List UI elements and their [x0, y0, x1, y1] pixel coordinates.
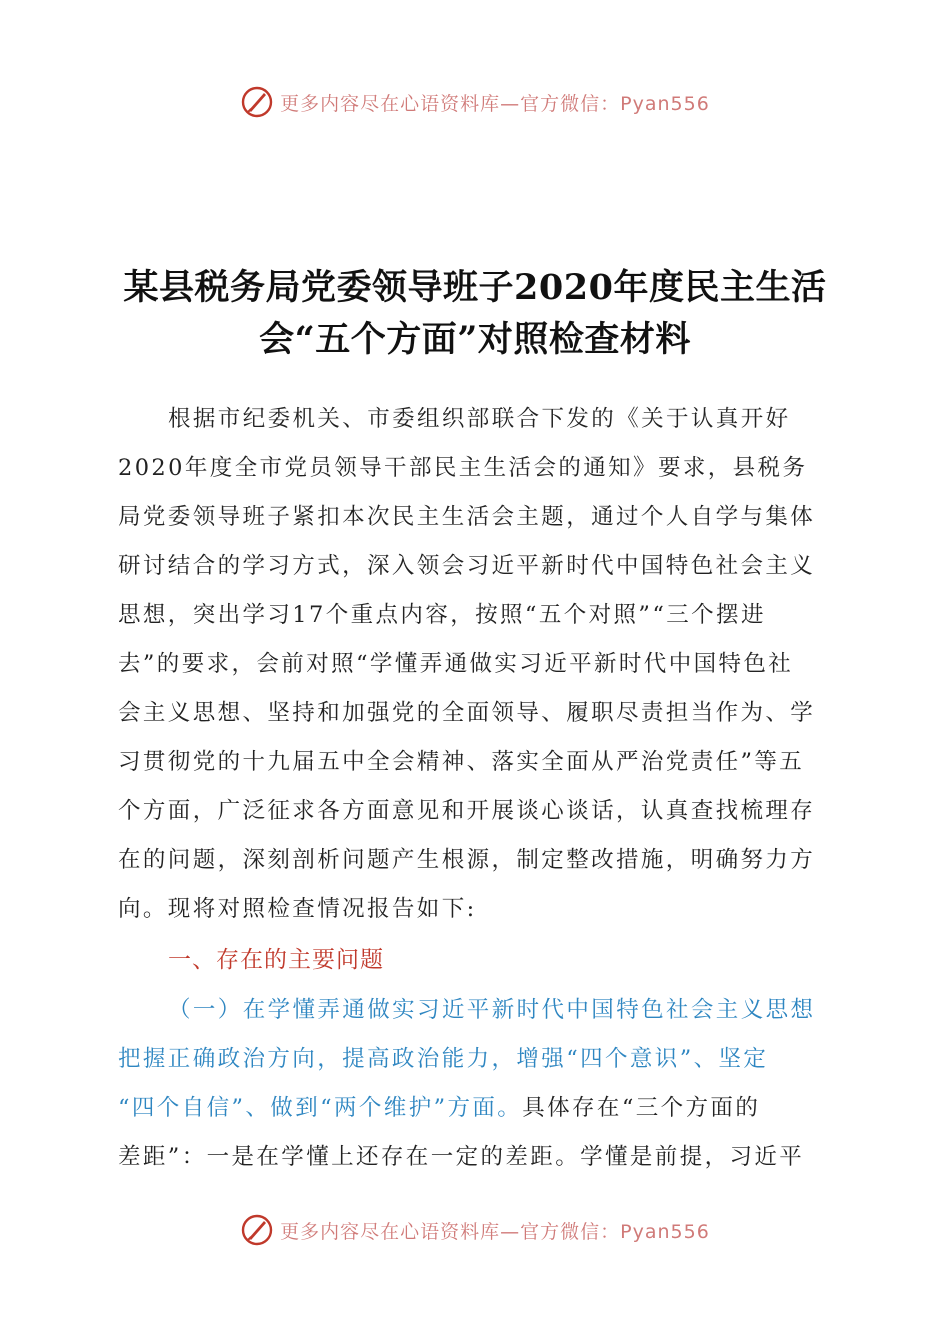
intro-line: 向。现将对照检查情况报告如下:	[118, 896, 477, 922]
watermark-text: 更多内容尽在心语资料库—官方微信：Pyan556	[280, 92, 710, 115]
intro-paragraph	[118, 395, 836, 934]
subsection-paragraph	[118, 986, 836, 1182]
intro-line: 思想，突出学习17个重点内容，按照“五个对照”“三个摆进	[118, 602, 766, 628]
intro-line: 局党委领导班子紧扣本次民主生活会主题，通过个人自学与集体	[118, 504, 816, 530]
intro-line: 个方面，广泛征求各方面意见和开展谈心谈话，认真查找梳理存	[118, 798, 816, 824]
watermark-header	[0, 82, 950, 122]
title-line-1: 某县税务局党委领导班子2020年度民主生活	[123, 267, 827, 308]
watermark-text: 更多内容尽在心语资料库—官方微信：Pyan556	[280, 1220, 710, 1243]
subsection-body-line: 差距”：一是在学懂上还存在一定的差距。学懂是前提，习近平	[118, 1144, 805, 1170]
subsection-heading-line: 把握正确政治方向，提高政治能力，增强“四个意识”、坚定	[118, 1046, 769, 1072]
title-line-2: 会“五个方面”对照检查材料	[259, 319, 691, 360]
quill-logo-icon	[240, 1213, 274, 1247]
watermark-footer	[0, 1210, 950, 1250]
intro-line: 会主义思想、坚持和加强党的全面领导、履职尽责担当作为、学	[118, 700, 816, 726]
subsection-heading-tail: “四个自信”、做到“两个维护”方面。	[118, 1095, 523, 1121]
intro-line: 习贯彻党的十九届五中全会精神、落实全面从严治党责任”等五	[118, 749, 805, 775]
intro-line: 根据市纪委机关、市委组织部联合下发的《关于认真开好	[168, 406, 791, 432]
subsection-heading-line: （一）在学懂弄通做实习近平新时代中国特色社会主义思想	[168, 997, 816, 1023]
subsection-mixed-line	[118, 1084, 836, 1133]
intro-line: 2020年度全市党员领导干部民主生活会的通知》要求，县税务	[118, 455, 808, 481]
document-title	[100, 262, 850, 366]
intro-line: 在的问题，深刻剖析问题产生根源，制定整改措施，明确努力方	[118, 847, 816, 873]
intro-line: 去”的要求，会前对照“学懂弄通做实习近平新时代中国特色社	[118, 651, 794, 677]
intro-line: 研讨结合的学习方式，深入领会习近平新时代中国特色社会主义	[118, 553, 816, 579]
quill-logo-icon	[240, 85, 274, 119]
subsection-body-start: 具体存在“三个方面的	[522, 1095, 761, 1121]
section-heading: 一、存在的主要问题	[168, 947, 384, 973]
